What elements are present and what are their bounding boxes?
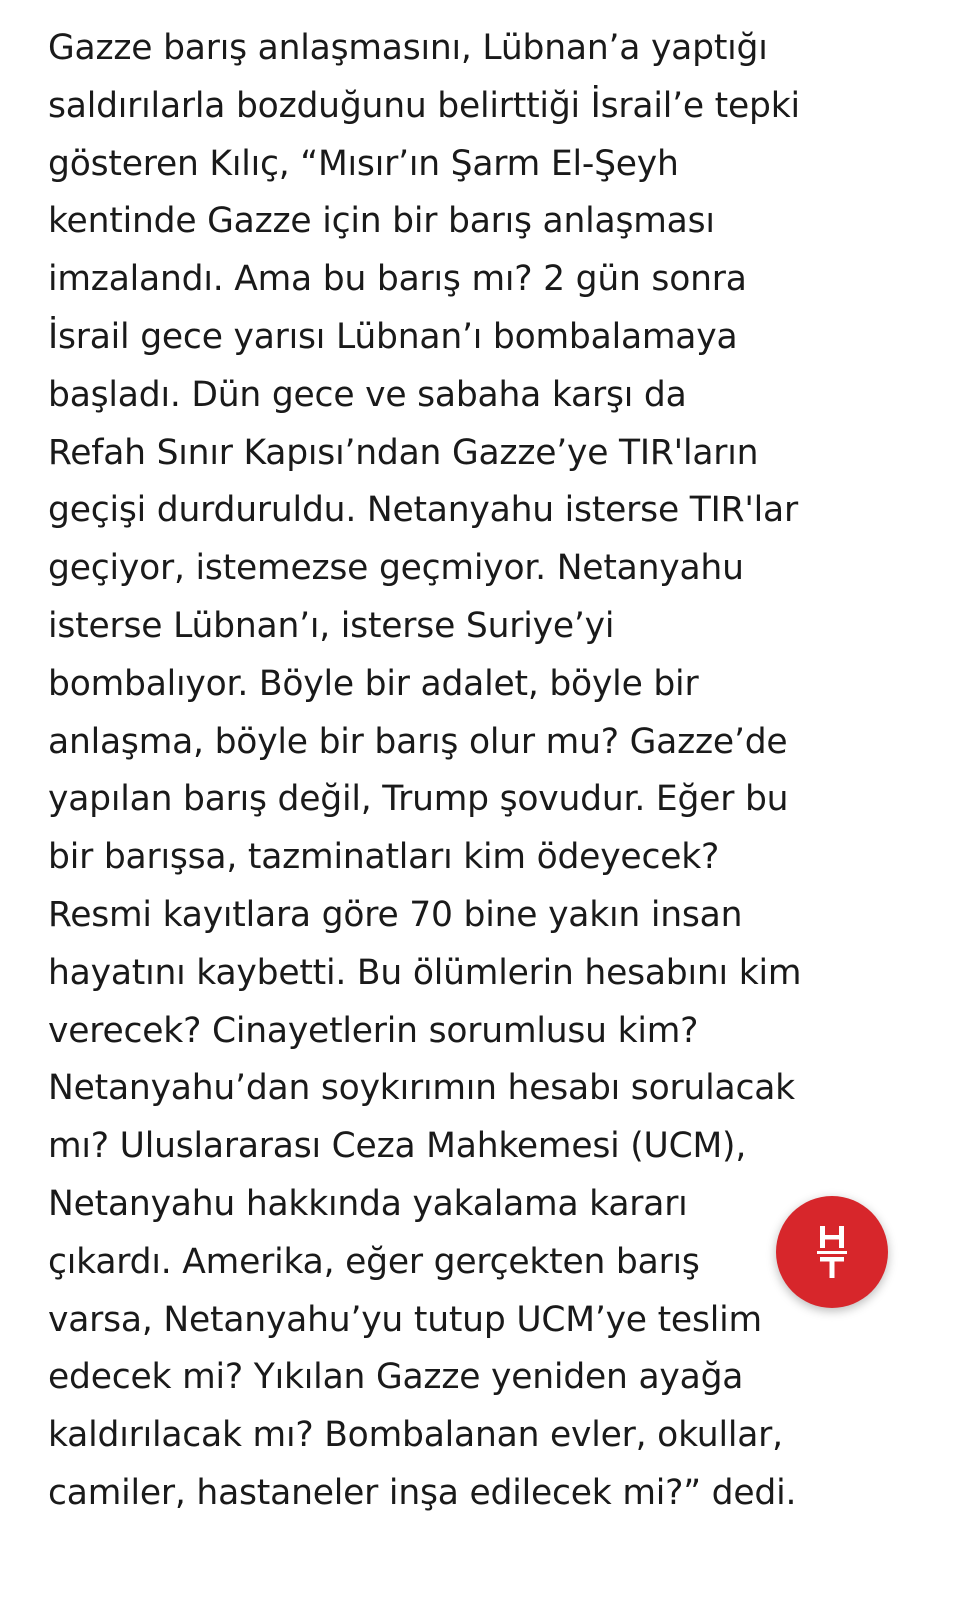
article-line: anlaşma, böyle bir barış olur mu? Gazze’de bbox=[48, 721, 788, 762]
article-line: gösteren Kılıç, “Mısır’ın Şarm El-Şeyh bbox=[48, 143, 679, 184]
ht-logo-icon bbox=[817, 1224, 847, 1280]
article-line: hayatını kaybetti. Bu ölümlerin hesabını kim bbox=[48, 952, 802, 993]
article-line: başladı. Dün gece ve sabaha karşı da bbox=[48, 374, 687, 415]
article-line: bir barışsa, tazminatları kim ödeyecek? bbox=[48, 837, 720, 878]
article-line: Resmi kayıtlara göre 70 bine yakın insan bbox=[48, 894, 743, 935]
article-line: saldırılarla bozduğunu belirttiği İsrail’e tepki bbox=[48, 85, 800, 126]
article-line: Netanyahu’dan soykırımın hesabı sorulacak bbox=[48, 1068, 795, 1109]
article-line: kaldırılacak mı? Bombalanan evler, okullar, bbox=[48, 1415, 783, 1456]
article-line: İsrail gece yarısı Lübnan’ı bombalamaya bbox=[48, 316, 738, 357]
article-line: isterse Lübnan’ı, isterse Suriye’yi bbox=[48, 605, 615, 646]
article-line: yapılan barış değil, Trump şovudur. Eğer bu bbox=[48, 779, 789, 820]
article-line: Gazze barış anlaşmasını, Lübnan’a yaptığı bbox=[48, 28, 768, 68]
article-line: Refah Sınır Kapısı’ndan Gazze’ye TIR'ların bbox=[48, 432, 759, 473]
article-line: Netanyahu hakkında yakalama kararı bbox=[48, 1183, 688, 1224]
article-line: kentinde Gazze için bir barış anlaşması bbox=[48, 201, 715, 242]
article-line: verecek? Cinayetlerin sorumlusu kim? bbox=[48, 1010, 699, 1051]
ht-floating-button[interactable] bbox=[776, 1196, 888, 1308]
article-line: çıkardı. Amerika, eğer gerçekten barış bbox=[48, 1241, 700, 1282]
article-line: geçişi durduruldu. Netanyahu isterse TIR'lar bbox=[48, 490, 798, 531]
article-line: varsa, Netanyahu’yu tutup UCM’ye teslim bbox=[48, 1299, 762, 1340]
article-line: imzalandı. Ama bu barış mı? 2 gün sonra bbox=[48, 259, 747, 300]
article-line: bombalıyor. Böyle bir adalet, böyle bir bbox=[48, 663, 699, 704]
article-line: mı? Uluslararası Ceza Mahkemesi (UCM), bbox=[48, 1126, 747, 1167]
article-line: camiler, hastaneler inşa edilecek mi?” dedi. bbox=[48, 1472, 797, 1513]
article-line: geçiyor, istemezse geçmiyor. Netanyahu bbox=[48, 548, 744, 589]
article-line: edecek mi? Yıkılan Gazze yeniden ayağa bbox=[48, 1357, 744, 1398]
